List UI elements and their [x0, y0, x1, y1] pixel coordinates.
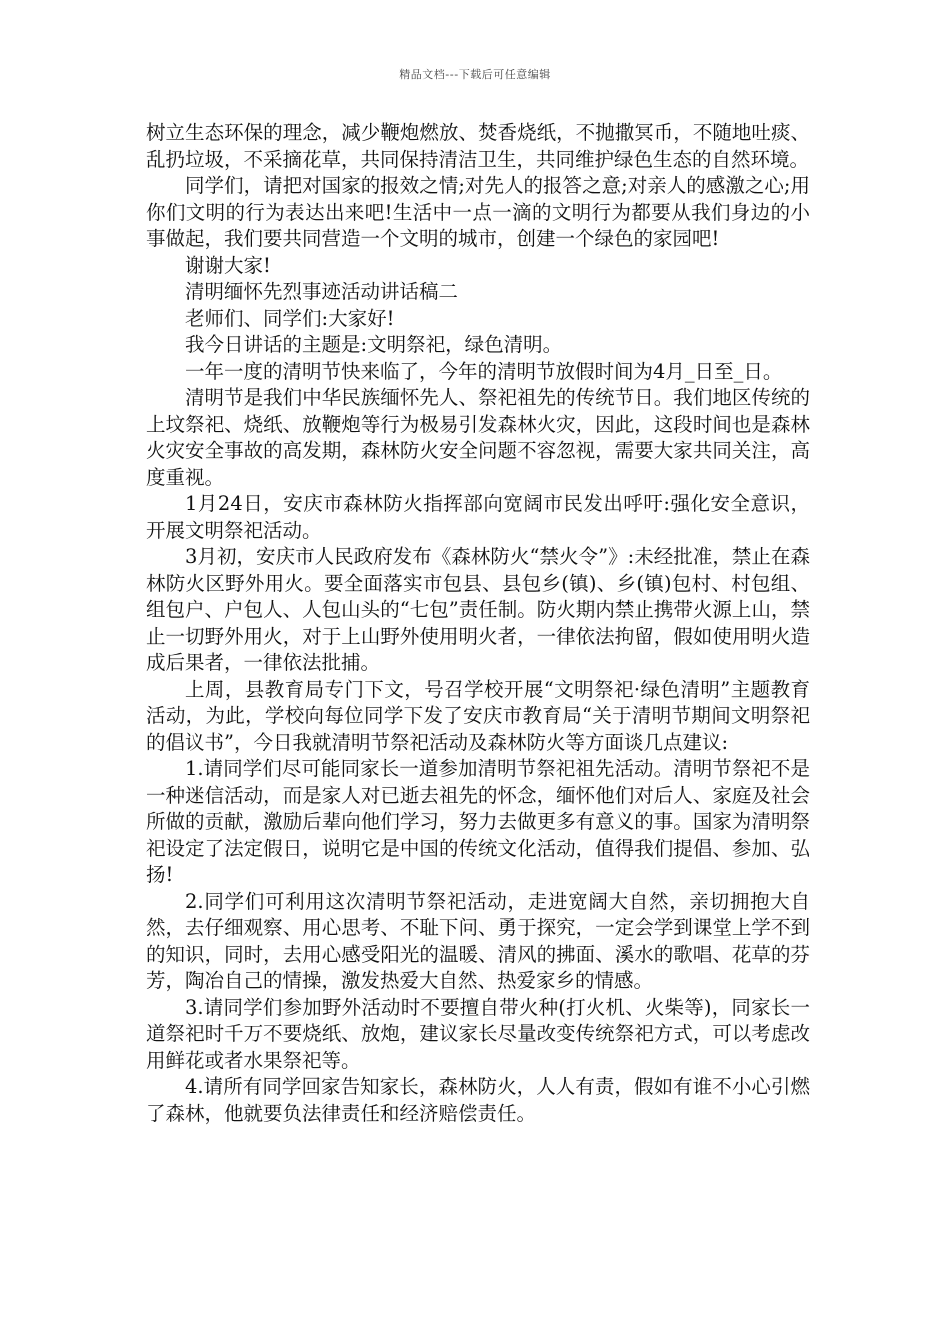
paragraph: 同学们，请把对国家的报效之情;对先人的报答之意;对亲人的感激之心;用你们文明的行为表达出来吧!生活中一点一滴的文明行为都要从我们身边的小事做起，我们要共同营造一个文明的城市，创建一个绿色的家园吧! [146, 174, 810, 250]
section-title: 清明缅怀先烈事迹活动讲话稿二 [185, 280, 459, 303]
list-item: 3.请同学们参加野外活动时不要擅自带火种(打火机、火柴等)，同家长一道祭祀时千万不要烧纸、放炮，建议家长尽量改变传统祭祀方式，可以考虑改用鲜花或者水果祭祀等。 [146, 995, 810, 1072]
paragraph: 我今日讲话的主题是:文明祭祀，绿色清明。 [185, 333, 563, 356]
paragraph: 谢谢大家! [185, 253, 271, 277]
paragraph: 1月24日，安庆市森林防火指挥部向宽阔市民发出呼吁:强化安全意识，开展文明祭祀活动。 [146, 492, 810, 542]
list-item: 4.请所有同学回家告知家长，森林防火，人人有责，假如有谁不小心引燃了森林，他就要负法律责任和经济赔偿责任。 [146, 1075, 810, 1125]
list-item: 2.同学们可利用这次清明节祭祀活动，走进宽阔大自然，亲切拥抱大自然，去仔细观察、用心思考、不耻下问、勇于探究，一定会学到课堂上学不到的知识，同时，去用心感受阳光的温暖、清风的拂面、溪水的歌唱、花草的芬芳，陶冶自己的情操，激发热爱大自然、热爱家乡的情感。 [146, 889, 810, 992]
paragraph: 3月初，安庆市人民政府发布《森林防火“禁火令”》:未经批准，禁止在森林防火区野外用火。要全面落实市包县、县包乡(镇)、乡(镇)包村、村包组、组包户、户包人、人包山头的“七包”责任制。防火期内禁止携带火源上山，禁止一切野外用火，对于上山野外使用明火者，一律依法拘留，假如使用明火造成后果者，一律依法批捕。 [146, 545, 810, 674]
greeting: 老师们、同学们:大家好! [185, 306, 395, 330]
paragraph: 上周，县教育局专门下文，号召学校开展“文明祭祀·绿色清明”主题教育活动，为此，学校向每位同学下发了安庆市教育局“关于清明节期间文明祭祀的倡议书”，今日我就清明节祭祀活动及森林防火等方面谈几点建议: [146, 677, 810, 754]
document-body [146, 120, 810, 1127]
list-item: 1.请同学们尽可能同家长一道参加清明节祭祀祖先活动。清明节祭祀不是一种迷信活动，而是家人对已逝去祖先的怀念，缅怀他们对后人、家庭及社会所做的贡献，激励后辈向他们学习，努力去做更多有意义的事。国家为清明祭祀设定了法定假日，说明它是中国的传统文化活动，值得我们提倡、参加、弘扬! [146, 757, 810, 886]
paragraph: 树立生态环保的理念，减少鞭炮燃放、焚香烧纸，不抛撒冥币，不随地吐痰、乱扔垃圾，不采摘花草，共同保持清洁卫生，共同维护绿色生态的自然环境。 [146, 121, 810, 171]
paragraph: 一年一度的清明节快来临了，今年的清明节放假时间为4月_日至_日。 [185, 359, 783, 383]
paragraph: 清明节是我们中华民族缅怀先人、祭祀祖先的传统节日。我们地区传统的上坟祭祀、烧纸、放鞭炮等行为极易引发森林火灾，因此，这段时间也是森林火灾安全事故的高发期，森林防火安全问题不容忽视，需要大家共同关注，高度重视。 [146, 386, 810, 489]
page-header: 精品文档---下载后可任意编辑 [399, 68, 551, 81]
